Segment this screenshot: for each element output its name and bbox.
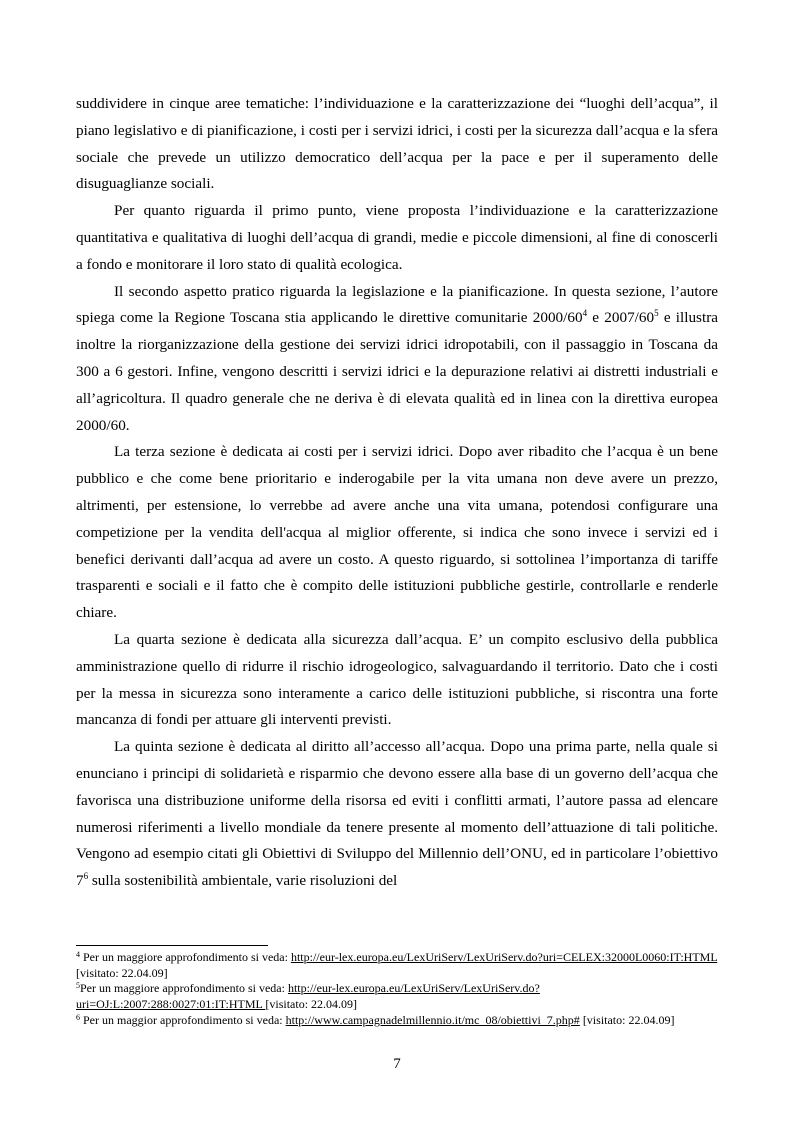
footnote-link[interactable]: http://www.campagnadelmillennio.it/mc_08/obiettivi_7.php# <box>285 1012 580 1027</box>
footnote-separator <box>76 945 268 946</box>
paragraph-6-text-a: La quinta sezione è dedicata al diritto all’accesso all’acqua. Dopo una prima parte, nella quale si enunciano i principi di solidarietà e risparmio che devono essere alla base di un governo dell’acqua che favorisca una distribuzione uniforme della risorsa ed eviti i conflitti armati, l’autore passa ad elencare numerosi riferimenti a livello mondiale da tenere presente al momento dell’attuazione di tali politiche. Vengono ad esempio citati gli Obiettivi di Sviluppo del Millennio dell’ONU, ed in particolare l’obiettivo 7 <box>76 738 718 890</box>
paragraph-2: Per quanto riguarda il primo punto, viene proposta l’individuazione e la caratterizzazione quantitativa e qualitativa di luoghi dell’acqua di grandi, medie e piccole dimensioni, al fine di conoscerli a fondo e monitorare il loro stato di qualità ecologica. <box>76 202 718 273</box>
paragraph-6 <box>76 734 718 895</box>
footnote-ref-6: 6 <box>83 871 89 882</box>
paragraph-3-text-b: e 2007/60 <box>587 309 655 327</box>
paragraph-4: La terza sezione è dedicata ai costi per i servizi idrici. Dopo aver ribadito che l’acqua è un bene pubblico e che come bene prioritario e inderogabile per la vita umana non deve avere un prezzo, altrimenti, per estensione, lo verrebbe ad avere anche una vita umana, potendosi configurare una competizione per la vendita dell'acqua al miglior offerente, si indica che sono invece i servizi ed i benefici derivanti dall’acqua ad avere un costo. A questo riguardo, si sottolinea l’importanza di tariffe trasparenti e sociali e il fatto che è compito delle istituzioni pubbliche gestirle, controllarle e renderle chiare. <box>76 443 718 622</box>
footnote-text: Per un maggiore approfondimento si veda: <box>80 950 291 964</box>
footnote-text: Per un maggiore approfondimento si veda: <box>80 981 288 996</box>
footnote-ref-5: 5 <box>654 308 659 319</box>
footnote-6 <box>76 1013 726 1029</box>
footnote-visited: [visitato: 22.04.09] <box>265 997 358 1012</box>
paragraph-5: La quarta sezione è dedicata alla sicurezza dall’acqua. E’ un compito esclusivo della pubblica amministrazione quello di ridurre il rischio idrogeologico, salvaguardando il territorio. Dato che i costi per la messa in sicurezza sono interamente a carico delle istituzioni pubbliche, si riscontra una forte mancanza di fondi per attuare gli interventi previsti. <box>76 630 718 729</box>
paragraph-1: suddividere in cinque aree tematiche: l’individuazione e la caratterizzazione dei “luoghi dell’acqua”, il piano legislativo e di pianificazione, i costi per i servizi idrici, i costi per la sicurezza dall’acqua e la sfera sociale che prevede un utilizzo democratico dell’acqua per la pace e per il superamento delle disuguaglianze sociali. <box>76 95 718 193</box>
body-text <box>76 91 718 895</box>
footnote-visited: [visitato: 22.04.09] <box>76 965 168 980</box>
paragraph-3-text-c: e illustra inoltre la riorganizzazione della gestione dei servizi idrici idropotabili, con il passaggio in Toscana da 300 a 6 gestori. Infine, vengono descritti i servizi idrici e la depurazione relativi ai distretti industriali e all’agricoltura. Il quadro generale che ne deriva è di elevata qualità ed in linea con la direttiva europea 2000/60. <box>76 309 718 434</box>
page-number: 7 <box>393 1056 401 1072</box>
footnote-link[interactable]: http://eur-lex.europa.eu/LexUriServ/LexUriServ.do?uri=CELEX:32000L0060:IT:HTML <box>290 950 718 964</box>
paragraph-3 <box>76 279 718 440</box>
footnotes <box>76 950 726 1029</box>
paragraph-6-text-b: sulla sostenibilità ambientale, varie risoluzioni del <box>88 872 398 890</box>
footnote-ref-4: 4 <box>582 308 588 319</box>
paragraph-3-text-a: Il secondo aspetto pratico riguarda la legislazione e la pianificazione. In questa sezione, l’autore spiega come la Regione Toscana stia applicando le direttive comunitarie 2000/60 <box>76 282 718 327</box>
footnote-visited: [visitato: 22.04.09] <box>579 1012 675 1027</box>
footnote-link[interactable]: http://eur-lex.europa.eu/LexUriServ/LexUriServ.do?uri=OJ:L:2007:288:0027:01:IT:HTML <box>76 981 540 1012</box>
footnote-5 <box>76 981 726 1012</box>
footnote-number: 5 <box>76 981 80 991</box>
footnote-number: 4 <box>76 950 80 959</box>
footnote-number: 6 <box>76 1012 80 1022</box>
footnote-4 <box>76 950 726 981</box>
footnote-text: Per un maggior approfondimento si veda: <box>80 1012 286 1027</box>
